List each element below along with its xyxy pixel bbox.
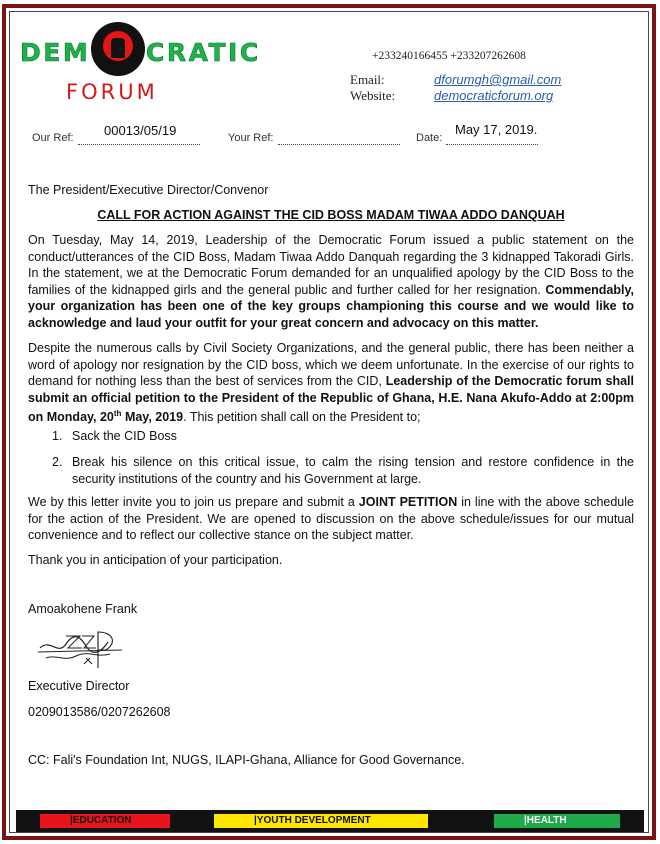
paragraph-1	[28, 232, 634, 332]
addressee: The President/Executive Director/Convenor	[28, 183, 269, 197]
signer-phones: 0209013586/0207262608	[28, 705, 171, 719]
footer-bar	[16, 810, 644, 832]
logo-text-left: DEM	[20, 38, 91, 67]
our-ref-value: 00013/05/19	[104, 123, 177, 138]
paragraph-2-bold: Leadership of the Democratic forum shall submit an official petition to the President of the Republic of Ghana, H.E. Nana Akufo-Addo at 2:00pm on Monday, 20	[28, 374, 634, 425]
website-label: Website:	[350, 88, 396, 103]
list-item-2-num: 2.	[52, 455, 63, 469]
email-link[interactable]: dforumgh@gmail.com	[434, 72, 562, 87]
paragraph-3-text: We by this letter invite you to join us prepare and submit a	[28, 495, 355, 509]
paragraph-3-bold: JOINT PETITION	[358, 495, 458, 509]
paragraph-2-bold-end: May, 2019	[124, 410, 184, 425]
paragraph-3	[28, 494, 634, 544]
date-value: May 17, 2019.	[455, 122, 538, 137]
footer-education: |EDUCATION	[40, 814, 170, 828]
list-item-2: Break his silence on this critical issue, to calm the rising tension and restore confidence in the security institutions of the country and his Government at large.	[72, 455, 634, 486]
logo-text-right: CRATIC	[146, 38, 261, 67]
letter-title: CALL FOR ACTION AGAINST THE CID BOSS MADAM TIWAA ADDO DANQUAH	[97, 208, 565, 222]
signer-position: Executive Director	[28, 679, 130, 693]
paragraph-2-sup: th	[113, 409, 122, 419]
signature-icon	[36, 628, 126, 672]
website-link[interactable]: democraticforum.org	[434, 88, 554, 103]
paragraph-1-text: On Tuesday, May 14, 2019, Leadership of the Democratic Forum issued a public statement on the conduct/utterances of the CID Boss, Madam Tiwaa Addo Danquah regarding the 3 kidnapped Takoradi Girls. In the statement, we at the Democratic Forum demanded for an unqualified apology by the CID Boss to the families of the kidnapped girls and the general public and further called for her resignation.	[28, 233, 634, 297]
date-label: Date:	[416, 132, 443, 144]
list-item-1: Sack the CID Boss	[72, 429, 177, 443]
letterhead-phones: +233240166455 +233207262608	[372, 50, 526, 62]
thanks-line: Thank you in anticipation of your participation.	[28, 553, 283, 567]
paragraph-2	[28, 340, 634, 426]
footer-health: |HEALTH	[494, 814, 620, 828]
email-label: Email:	[350, 72, 385, 87]
paragraph-1-bold: Commendably, your organization has been one of the key groups championing this course and we would like to acknowledge and laud your outfit for your great concern and advocacy on this matter.	[28, 282, 634, 330]
signer-name: Amoakohene Frank	[28, 602, 138, 616]
logo-forum: FORUM	[66, 80, 158, 104]
your-ref-line	[278, 132, 400, 145]
paragraph-2-tail: . This petition shall call on the President to;	[183, 410, 421, 425]
cc-line: CC: Fali's Foundation Int, NUGS, ILAPI-Ghana, Alliance for Good Governance.	[28, 753, 465, 767]
fist-emblem-icon	[91, 22, 145, 76]
footer-youth-development: |YOUTH DEVELOPMENT	[214, 814, 428, 828]
letter-page	[2, 4, 656, 840]
your-ref-label: Your Ref:	[228, 132, 274, 144]
our-ref-label: Our Ref:	[32, 132, 74, 144]
paragraph-3-tail: in line with the above schedule for the action of the President. We are opened to discussion on the above schedule/issues for our mutual convenience and to reflect our collective stance on the subject matter.	[28, 495, 634, 543]
list-item-1-num: 1.	[52, 429, 63, 443]
paragraph-2-text: Despite the numerous calls by Civil Society Organizations, and the general public, there has been neither a word of apology nor resignation by the CID boss, which we deem unfortunate. In the exercise of our rights to demand for nothing less than the best of services from the CID,	[28, 341, 634, 389]
